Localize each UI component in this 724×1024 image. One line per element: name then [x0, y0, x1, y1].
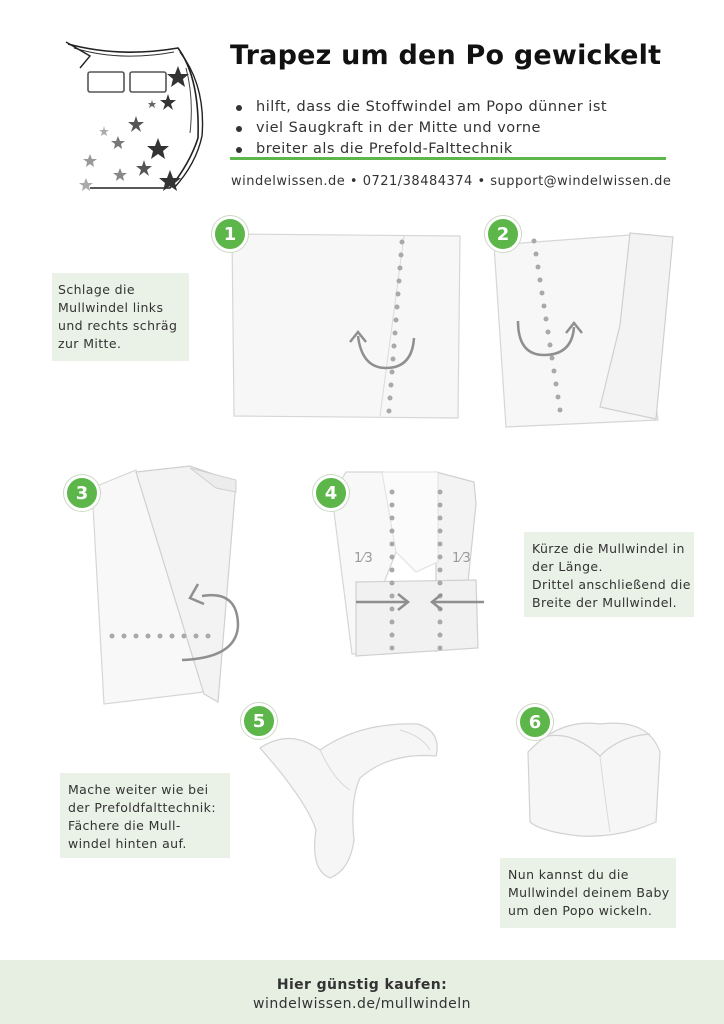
- step6-instruction-note: Nun kannst du die Mullwindel deinem Baby um den Popo wickeln.: [500, 858, 676, 928]
- step-number-badge: 3: [64, 475, 100, 511]
- step3-cloth-image: [86, 462, 256, 712]
- contact-line: windelwissen.de • 0721/38484374 • support@windelwissen.de: [231, 174, 672, 189]
- step-number-badge: 6: [517, 704, 553, 740]
- step5-instruction-note: Mache weiter wie bei der Prefoldfalttechnik: Fächere die Mull- windel hinten auf.: [60, 773, 230, 858]
- step4-cloth-image: [326, 462, 496, 662]
- third-label: 1⁄3: [452, 551, 471, 566]
- bullet-icon: [236, 126, 242, 132]
- step1-instruction-note: Schlage die Mullwindel links und rechts schräg zur Mitte.: [52, 273, 189, 361]
- bullet-icon: [236, 105, 242, 111]
- feature-item: viel Saugkraft in der Mitte und vorne: [236, 118, 607, 139]
- header-divider: [230, 157, 666, 160]
- step-number-badge: 5: [241, 703, 277, 739]
- feature-item: breiter als die Prefold-Falttechnik: [236, 139, 607, 160]
- footer-headline: Hier günstig kaufen:: [276, 977, 448, 993]
- feature-item: hilft, dass die Stoffwindel am Popo dünner ist: [236, 97, 607, 118]
- shop-link[interactable]: windelwissen.de/mullwindeln: [253, 996, 471, 1012]
- diaper-stars-logo-icon: [60, 38, 210, 193]
- footer-banner: [0, 960, 724, 1024]
- step1-cloth-image: [228, 228, 468, 423]
- step-number-badge: 1: [212, 216, 248, 252]
- page-title: Trapez um den Po gewickelt: [230, 40, 662, 71]
- step5-cloth-image: [250, 720, 450, 885]
- step-number-badge: 2: [485, 216, 521, 252]
- bullet-icon: [236, 147, 242, 153]
- feature-list: [236, 97, 607, 160]
- third-label: 1⁄3: [354, 551, 373, 566]
- step2-cloth-image: [488, 225, 688, 430]
- step4-instruction-note: Kürze die Mullwindel in der Länge. Drittel anschließend die Breite der Mullwindel.: [524, 532, 694, 617]
- step-number-badge: 4: [313, 475, 349, 511]
